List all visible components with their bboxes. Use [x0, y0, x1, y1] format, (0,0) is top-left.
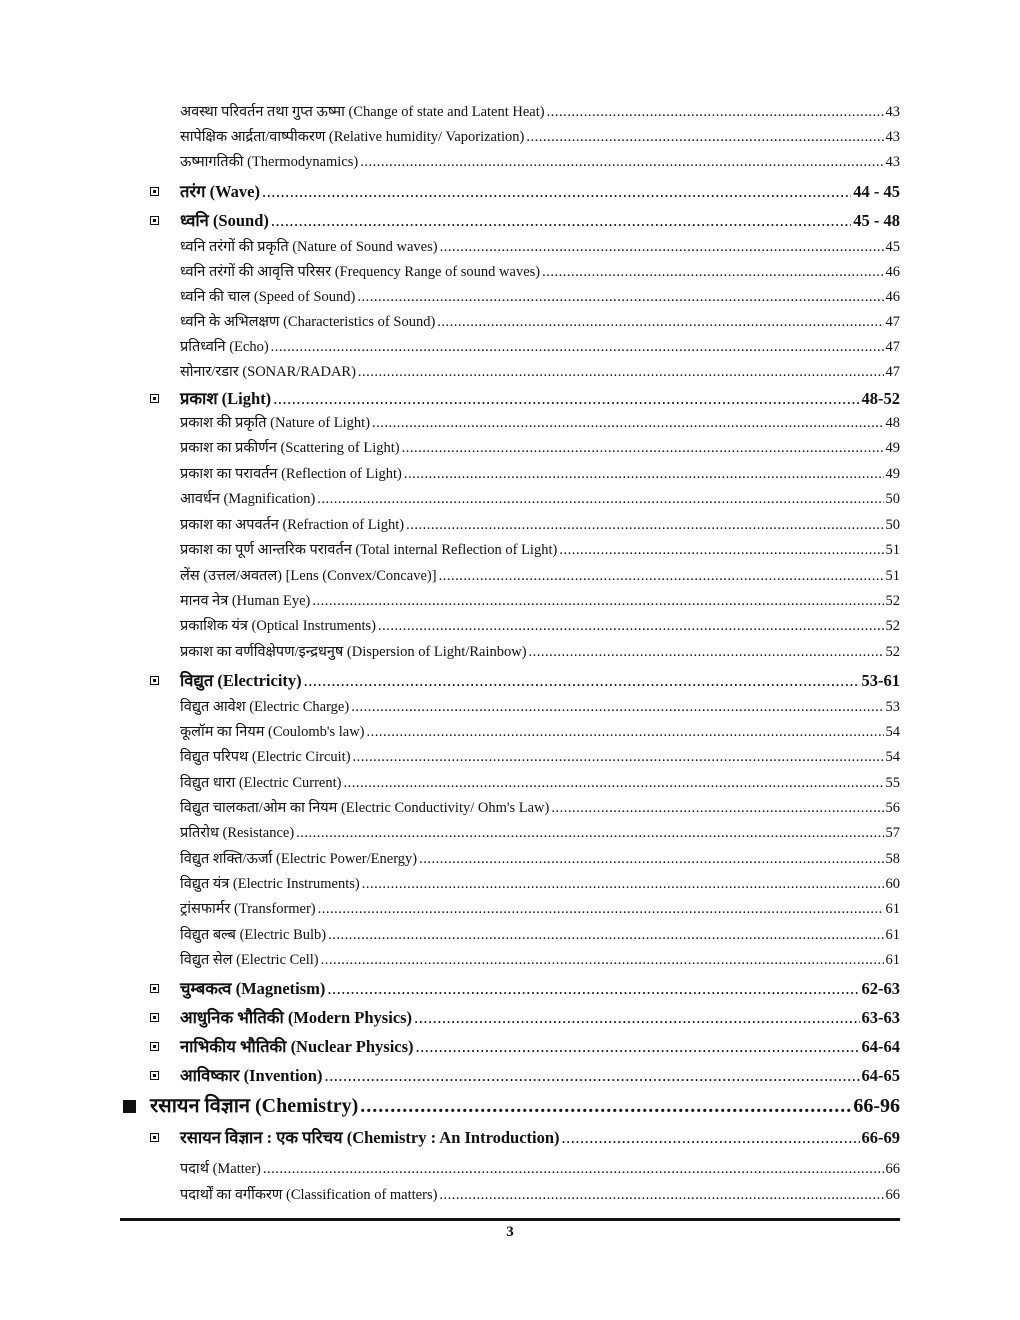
toc-entry — [180, 538, 900, 563]
dot-leader — [419, 847, 883, 872]
toc-title: सापेक्षिक आर्द्रता/वाष्पीकरण (Relative humidity/ Vaporization) — [180, 129, 525, 145]
section-bullet-icon — [150, 984, 159, 993]
dot-leader — [406, 513, 883, 538]
toc-page-number: 46 — [885, 289, 900, 305]
toc-section — [180, 384, 900, 413]
dot-leader — [529, 640, 884, 665]
toc-title: प्रतिध्वनि (Echo) — [180, 339, 269, 355]
toc-page-number: 53-61 — [861, 671, 900, 690]
dot-leader — [360, 150, 883, 175]
chapter-bullet-icon — [123, 1100, 136, 1113]
toc-page-number: 66 — [885, 1161, 900, 1177]
toc-title: विद्युत सेल (Electric Cell) — [180, 952, 319, 968]
dot-leader — [343, 771, 883, 796]
toc-entry — [180, 948, 900, 973]
toc-page-number: 64-64 — [861, 1037, 900, 1056]
toc-entry — [180, 923, 900, 948]
dot-leader — [404, 462, 884, 487]
toc-title: ध्वनि तरंगों की आवृत्ति परिसर (Frequency Range of sound waves) — [180, 264, 541, 280]
toc-title: विद्युत आवेश (Electric Charge) — [180, 699, 350, 715]
toc-page-number: 52 — [885, 593, 900, 609]
toc-page-number: 46 — [885, 264, 900, 280]
toc-entry — [180, 821, 900, 846]
toc-page-number: 45 - 48 — [853, 211, 900, 230]
toc-entry — [180, 285, 900, 310]
toc-entry — [180, 771, 900, 796]
toc-title: नाभिकीय भौतिकी (Nuclear Physics) — [180, 1037, 414, 1056]
toc-entry — [180, 100, 900, 125]
toc-page-number: 62-63 — [861, 979, 900, 998]
toc-title: प्रकाश का वर्णविक्षेपण/इन्द्रधनुष (Dispersion of Light/Rainbow) — [180, 644, 527, 660]
toc-page-number: 66-69 — [861, 1128, 900, 1147]
toc-page-number: 44 - 45 — [853, 182, 900, 201]
toc-page-number: 54 — [885, 724, 900, 740]
toc-entry — [180, 847, 900, 872]
toc-title: विद्युत परिपथ (Electric Circuit) — [180, 749, 351, 765]
toc-entry — [180, 360, 900, 385]
toc-entry — [180, 1183, 900, 1208]
toc-title: पदार्थ (Matter) — [180, 1161, 261, 1177]
dot-leader — [542, 260, 883, 285]
toc-entry — [180, 411, 900, 436]
toc-title: विद्युत चालकता/ओम का नियम (Electric Conductivity/ Ohm's Law) — [180, 800, 550, 816]
section-bullet-icon — [150, 1071, 159, 1080]
dot-leader — [440, 235, 884, 260]
toc-page-number: 48 — [885, 415, 900, 431]
dot-leader — [559, 538, 883, 563]
toc-title: चुम्बकत्व (Magnetism) — [180, 979, 326, 998]
dot-leader — [362, 872, 884, 897]
toc-entry — [180, 260, 900, 285]
toc-title: प्रकाश का परावर्तन (Reflection of Light) — [180, 466, 402, 482]
toc-title: विद्युत (Electricity) — [180, 671, 302, 690]
toc-page-number: 49 — [885, 466, 900, 482]
toc-entry — [180, 614, 900, 639]
toc-title: प्रतिरोध (Resistance) — [180, 825, 295, 841]
toc-page-number: 57 — [885, 825, 900, 841]
dot-leader — [416, 1032, 860, 1061]
toc-entry — [180, 796, 900, 821]
toc-entry — [180, 436, 900, 461]
dot-leader — [262, 177, 851, 206]
toc-title: विद्युत शक्ति/ऊर्जा (Electric Power/Energy) — [180, 851, 418, 867]
toc-title: विद्युत यंत्र (Electric Instruments) — [180, 876, 360, 892]
dot-leader — [358, 360, 884, 385]
dot-leader — [378, 614, 884, 639]
toc-page-number: 47 — [885, 314, 900, 330]
dot-leader — [273, 384, 859, 413]
toc-entry — [180, 695, 900, 720]
section-bullet-icon — [150, 676, 159, 685]
dot-leader — [321, 948, 884, 973]
toc-page-number: 61 — [885, 901, 900, 917]
toc-section — [180, 974, 900, 1003]
toc-title: ध्वनि तरंगों की प्रकृति (Nature of Sound waves) — [180, 239, 438, 255]
section-bullet-icon — [150, 1013, 159, 1022]
toc-entry — [180, 745, 900, 770]
toc-title: तरंग (Wave) — [180, 182, 260, 201]
toc-page-number: 43 — [885, 129, 900, 145]
section-bullet-icon — [150, 187, 159, 196]
dot-leader — [526, 125, 883, 150]
toc-page-number: 51 — [885, 542, 900, 558]
toc-title: ध्वनि (Sound) — [180, 211, 269, 230]
toc-title: मानव नेत्र (Human Eye) — [180, 593, 311, 609]
dot-leader — [353, 745, 884, 770]
toc-section — [180, 1003, 900, 1032]
toc-page-number: 56 — [885, 800, 900, 816]
toc-title: प्रकाशिक यंत्र (Optical Instruments) — [180, 618, 376, 634]
toc-title: ध्वनि के अभिलक्षण (Characteristics of Sound) — [180, 314, 436, 330]
toc-page-number: 43 — [885, 104, 900, 120]
dot-leader — [372, 411, 883, 436]
toc-page-number: 64-65 — [861, 1066, 900, 1085]
toc-entry — [180, 310, 900, 335]
toc-title: विद्युत बल्ब (Electric Bulb) — [180, 927, 327, 943]
dot-leader — [367, 720, 884, 745]
dot-leader — [324, 1061, 859, 1090]
dot-leader — [437, 310, 883, 335]
page-number: 3 — [506, 1224, 514, 1240]
toc-page-number: 50 — [885, 517, 900, 533]
dot-leader — [360, 1090, 851, 1122]
toc-title: कूलॉम का नियम (Coulomb's law) — [180, 724, 365, 740]
toc-title: अवस्था परिवर्तन तथा गुप्त ऊष्मा (Change of state and Latent Heat) — [180, 104, 545, 120]
toc-page-number: 47 — [885, 364, 900, 380]
toc-section — [180, 1061, 900, 1090]
dot-leader — [296, 821, 883, 846]
section-bullet-icon — [150, 1133, 159, 1142]
toc-page-number: 61 — [885, 952, 900, 968]
toc-page-number: 52 — [885, 618, 900, 634]
toc-title: ट्रांसफार्मर (Transformer) — [180, 901, 316, 917]
dot-leader — [304, 666, 860, 695]
dot-leader — [562, 1123, 860, 1152]
toc-page-number: 60 — [885, 876, 900, 892]
toc-entry — [180, 640, 900, 665]
toc-entry — [180, 150, 900, 175]
toc-page-number: 49 — [885, 440, 900, 456]
toc-entry — [180, 462, 900, 487]
dot-leader — [439, 1183, 883, 1208]
toc-title: ध्वनि की चाल (Speed of Sound) — [180, 289, 356, 305]
toc-title: प्रकाश (Light) — [180, 389, 272, 408]
toc-page-number: 47 — [885, 339, 900, 355]
toc-section — [180, 177, 900, 206]
dot-leader — [318, 897, 884, 922]
dot-leader — [351, 695, 883, 720]
toc-page-number: 66 — [885, 1187, 900, 1203]
toc-page-number: 50 — [885, 491, 900, 507]
toc-chapter — [150, 1090, 900, 1122]
toc-title: प्रकाश का प्रकीर्णन (Scattering of Light) — [180, 440, 400, 456]
toc-title: रसायन विज्ञान (Chemistry) — [150, 1095, 359, 1117]
toc-page-number: 53 — [885, 699, 900, 715]
dot-leader — [547, 100, 884, 125]
toc-page-number: 63-63 — [861, 1008, 900, 1027]
toc-section — [180, 1032, 900, 1061]
toc-section — [180, 206, 900, 235]
toc-entry — [180, 125, 900, 150]
toc-section — [180, 1123, 900, 1152]
toc-title: रसायन विज्ञान : एक परिचय (Chemistry : An Introduction) — [180, 1128, 560, 1147]
toc-entry — [180, 513, 900, 538]
toc-entry — [180, 235, 900, 260]
toc-entry — [180, 589, 900, 614]
dot-leader — [402, 436, 884, 461]
section-bullet-icon — [150, 394, 159, 403]
toc-title: आधुनिक भौतिकी (Modern Physics) — [180, 1008, 413, 1027]
dot-leader — [414, 1003, 859, 1032]
toc-title: आवर्धन (Magnification) — [180, 491, 316, 507]
toc-entry — [180, 487, 900, 512]
toc-title: प्रकाश का पूर्ण आन्तरिक परावर्तन (Total internal Reflection of Light) — [180, 542, 558, 558]
toc-page-number: 52 — [885, 644, 900, 660]
dot-leader — [328, 923, 883, 948]
toc-title: लेंस (उत्तल/अवतल) [Lens (Convex/Concave)] — [180, 568, 437, 584]
section-bullet-icon — [150, 1042, 159, 1051]
footer-rule — [120, 1218, 900, 1221]
toc-title: ऊष्मागतिकी (Thermodynamics) — [180, 154, 359, 170]
toc-page-number: 54 — [885, 749, 900, 765]
toc-entry — [180, 335, 900, 360]
toc-entry — [180, 897, 900, 922]
toc-section — [180, 666, 900, 695]
toc-page-number: 51 — [885, 568, 900, 584]
toc-title: विद्युत धारा (Electric Current) — [180, 775, 342, 791]
toc-title: आविष्कार (Invention) — [180, 1066, 323, 1085]
toc-entry — [180, 564, 900, 589]
section-bullet-icon — [150, 216, 159, 225]
toc-page-number: 48-52 — [861, 389, 900, 408]
toc-page-number: 55 — [885, 775, 900, 791]
toc-page-number: 45 — [885, 239, 900, 255]
dot-leader — [271, 206, 851, 235]
toc-entry — [180, 720, 900, 745]
toc-entry — [180, 872, 900, 897]
dot-leader — [312, 589, 883, 614]
dot-leader — [327, 974, 859, 1003]
toc-page-number: 61 — [885, 927, 900, 943]
toc-title: प्रकाश की प्रकृति (Nature of Light) — [180, 415, 371, 431]
dot-leader — [263, 1157, 884, 1182]
dot-leader — [317, 487, 883, 512]
dot-leader — [551, 796, 883, 821]
dot-leader — [271, 335, 884, 360]
dot-leader — [357, 285, 883, 310]
toc-page-number: 58 — [885, 851, 900, 867]
toc-page-number: 43 — [885, 154, 900, 170]
dot-leader — [439, 564, 884, 589]
toc-entry — [180, 1157, 900, 1182]
toc-title: सोनार/रडार (SONAR/RADAR) — [180, 364, 356, 380]
toc-title: प्रकाश का अपवर्तन (Refraction of Light) — [180, 517, 405, 533]
toc-page-number: 66-96 — [853, 1095, 900, 1117]
toc-title: पदार्थों का वर्गीकरण (Classification of matters) — [180, 1187, 438, 1203]
